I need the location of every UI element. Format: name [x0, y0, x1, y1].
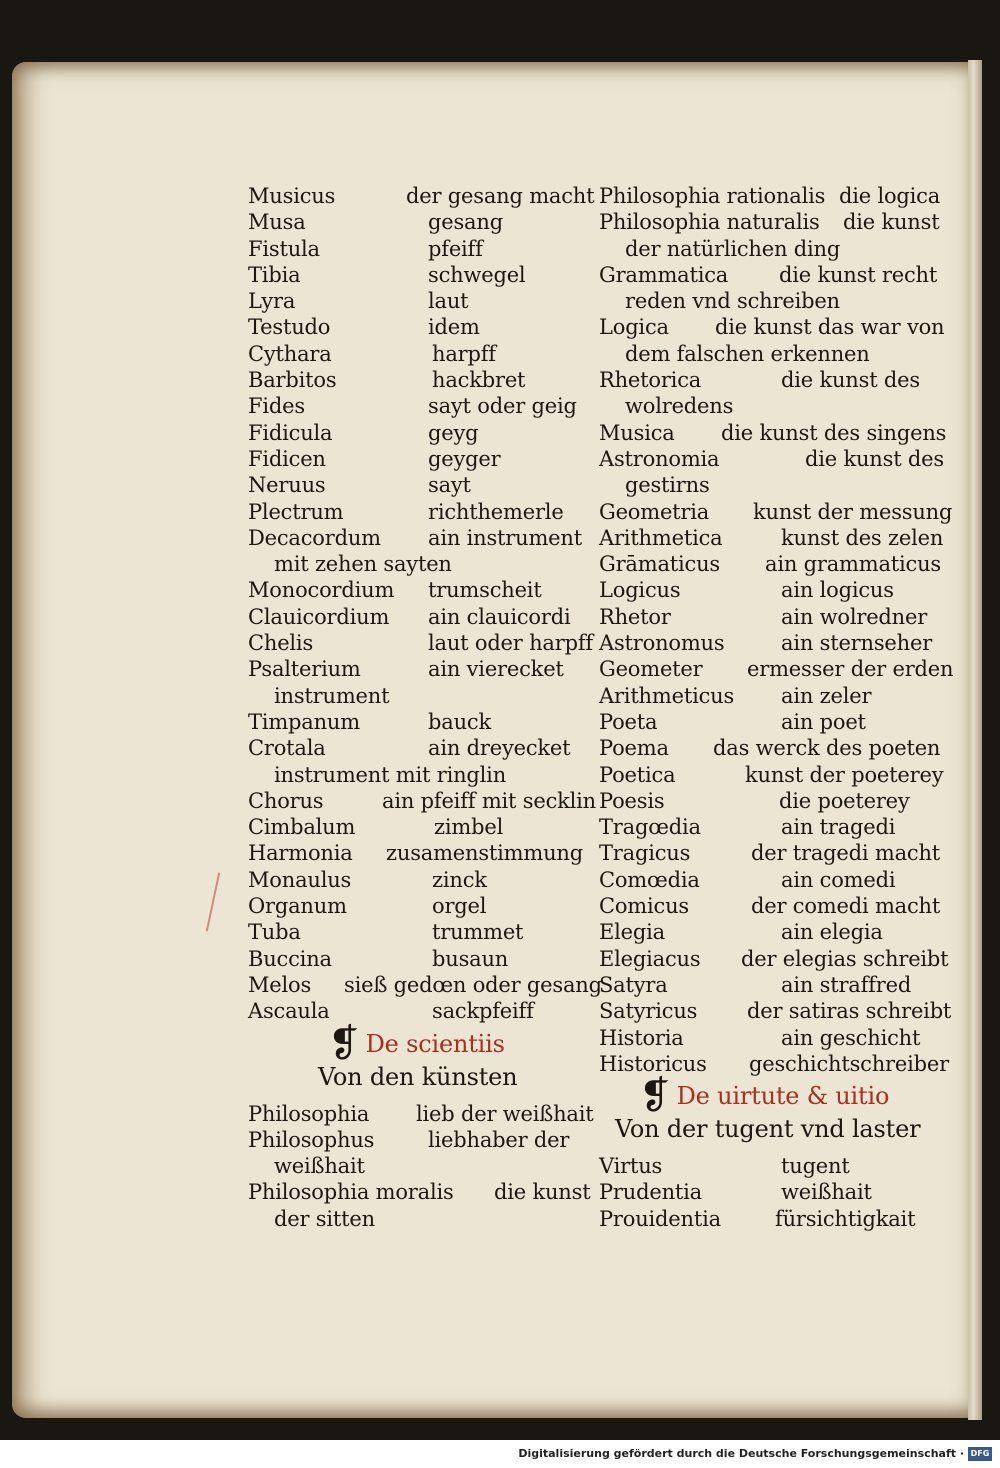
entry-row: [248, 998, 593, 1024]
continuation-line: weißhait: [274, 1154, 365, 1179]
latin-term: Monocordium: [248, 578, 395, 603]
german-translation: ain geschicht: [781, 1025, 921, 1050]
german-translation: ain zeler: [781, 683, 872, 708]
entry-row: [599, 683, 944, 709]
latin-term: Geometria: [599, 499, 710, 524]
german-translation: ain pfeiff mit secklin: [382, 788, 597, 813]
left-column: [248, 183, 602, 1232]
latin-term: Plectrum: [248, 499, 344, 524]
latin-term: Fidicen: [248, 446, 326, 471]
latin-term: Tragicus: [599, 841, 691, 866]
latin-term: Virtus: [599, 1154, 663, 1179]
latin-term: Timpanum: [248, 709, 360, 734]
right-column: [599, 183, 954, 1232]
latin-term: Logica: [599, 315, 669, 340]
continuation-line: instrument: [274, 683, 390, 708]
german-translation: kunst des zelen: [781, 525, 944, 550]
latin-term: Chorus: [248, 788, 324, 813]
entry-row: [248, 288, 593, 314]
continuation-line: instrument mit ringlin: [274, 762, 507, 787]
latin-term: Grāmaticus: [599, 552, 720, 577]
german-translation: orgel: [432, 894, 487, 919]
german-translation: trumscheit: [428, 578, 542, 603]
continuation-line: reden vnd schreiben: [625, 289, 840, 314]
german-translation: ermesser der erden: [747, 657, 954, 682]
latin-term: Prouidentia: [599, 1206, 721, 1231]
latin-term: Poesis: [599, 788, 665, 813]
latin-term: Harmonia: [248, 841, 353, 866]
german-translation: das werck des poeten: [713, 736, 941, 761]
entry-row: [248, 499, 593, 525]
latin-term: Musica: [599, 420, 675, 445]
entry-row: [599, 577, 944, 603]
german-translation: trummet: [432, 920, 524, 945]
entry-row: [248, 893, 593, 919]
entry-row: [248, 183, 593, 209]
entry-row: [599, 1153, 944, 1179]
entry-row: [248, 840, 593, 866]
latin-term: Musicus: [248, 184, 336, 208]
latin-term: Logicus: [599, 578, 681, 603]
entry-row: [599, 788, 944, 814]
german-translation: busaun: [432, 946, 509, 971]
entry-row: [248, 1127, 593, 1153]
german-translation: sayt oder geig: [428, 394, 577, 419]
entry-row: [248, 630, 593, 656]
latin-term: Tragœdia: [599, 815, 701, 840]
entry-row: [599, 840, 944, 866]
latin-term: Buccina: [248, 946, 332, 971]
entry-row: [599, 525, 944, 551]
german-translation: die logica: [839, 184, 941, 208]
latin-term: Ascaula: [248, 999, 330, 1024]
heading-german-text: Von den künsten: [318, 1062, 518, 1091]
entry-row: [248, 341, 593, 367]
german-translation: fürsichtigkait: [775, 1206, 916, 1231]
latin-term: Cythara: [248, 341, 332, 366]
latin-term: Chelis: [248, 631, 314, 656]
entry-row: [599, 972, 944, 998]
latin-term: Poeta: [599, 709, 658, 734]
entry-row: [248, 1179, 593, 1205]
entry-row: [248, 209, 593, 235]
entry-row: [248, 814, 593, 840]
german-translation: lieb der weißhait: [416, 1101, 594, 1126]
latin-term: Fidicula: [248, 420, 333, 445]
latin-term: Clauicordium: [248, 604, 390, 629]
latin-term: Philosophia moralis: [248, 1180, 454, 1205]
entry-row: [599, 893, 944, 919]
continuation-line: wolredens: [625, 394, 734, 419]
entry-row: [599, 709, 944, 735]
latin-term: Philosophus: [248, 1127, 375, 1152]
entry-row: [248, 735, 593, 761]
entry-row: [599, 630, 944, 656]
latin-term: Fides: [248, 394, 305, 419]
latin-term: Comœdia: [599, 867, 700, 892]
dfg-logo: DFG: [968, 1447, 992, 1461]
entry-row: [599, 604, 944, 630]
latin-term: Geometer: [599, 657, 703, 682]
german-translation: die kunst des: [781, 368, 920, 393]
entry-row: [248, 577, 593, 603]
heading-latin-text: De scientiis: [365, 1029, 505, 1058]
german-translation: geyg: [428, 420, 479, 445]
german-translation: ain wolredner: [781, 604, 928, 629]
german-translation: ain poet: [781, 709, 866, 734]
paragraph-mark-icon: ❡: [639, 1073, 671, 1118]
entry-row: [599, 499, 953, 525]
german-translation: geschichtschreiber: [749, 1051, 949, 1076]
entry-row: [599, 367, 944, 393]
footer-bar: [0, 1440, 1000, 1468]
entry-row: [248, 972, 602, 998]
entry-row: [599, 1206, 944, 1232]
latin-term: Rhetorica: [599, 368, 702, 393]
latin-term: Astronomia: [599, 446, 720, 471]
latin-term: Poetica: [599, 762, 676, 787]
german-translation: die kunst: [494, 1180, 591, 1205]
latin-term: Philosophia: [248, 1101, 370, 1126]
german-translation: der elegias schreibt: [741, 946, 949, 971]
german-translation: zimbel: [434, 815, 504, 840]
german-translation: ain logicus: [781, 578, 894, 603]
german-translation: die kunst recht: [779, 262, 938, 287]
entry-row: [599, 446, 944, 472]
entry-row: [599, 262, 944, 288]
german-translation: ain clauicordi: [428, 604, 571, 629]
german-translation: die kunst das war von: [715, 315, 945, 340]
german-translation: bauck: [428, 709, 491, 734]
german-translation: zusamenstimmung: [386, 841, 584, 866]
german-translation: ain instrument: [428, 525, 582, 550]
entry-row: [248, 788, 597, 814]
german-translation: sayt: [428, 473, 471, 498]
latin-term: Astronomus: [599, 631, 725, 656]
german-translation: schwegel: [428, 262, 526, 287]
latin-term: Elegiacus: [599, 946, 701, 971]
german-translation: die kunst des: [805, 446, 944, 471]
german-translation: der tragedi macht: [751, 841, 941, 866]
german-translation: der satiras schreibt: [747, 999, 952, 1024]
entry-row: [599, 762, 944, 788]
latin-term: Satyricus: [599, 999, 698, 1024]
german-translation: die kunst: [843, 210, 940, 235]
german-translation: ain elegia: [781, 920, 883, 945]
entry-row: [599, 1025, 944, 1051]
latin-term: Grammatica: [599, 262, 729, 287]
continuation-line: der natürlichen ding: [625, 236, 841, 261]
entry-row: [599, 946, 949, 972]
entry-row: [248, 314, 593, 340]
german-translation: richthemerle: [428, 499, 564, 524]
latin-term: Cimbalum: [248, 815, 356, 840]
german-translation: gesang: [428, 210, 503, 235]
german-translation: der comedi macht: [751, 894, 941, 919]
entry-row: [248, 472, 593, 498]
german-translation: sackpfeiff: [432, 999, 534, 1024]
german-translation: ain tragedi: [781, 815, 896, 840]
section-heading-latin: [599, 1073, 944, 1118]
paragraph-mark-icon: ❡: [328, 1020, 360, 1065]
german-translation: ain grammaticus: [765, 552, 942, 577]
latin-term: Crotala: [248, 736, 326, 761]
german-translation: die poeterey: [779, 788, 910, 813]
latin-term: Monaulus: [248, 867, 352, 892]
heading-latin-text: De uirtute & uitio: [676, 1082, 890, 1111]
german-translation: kunst der poeterey: [745, 762, 944, 787]
section-heading-german: [599, 1113, 944, 1153]
german-translation: hackbret: [432, 368, 526, 393]
german-translation: pfeiff: [428, 236, 483, 261]
entry-row: [248, 604, 593, 630]
latin-term: Tibia: [248, 262, 301, 287]
entry-row: [599, 919, 944, 945]
latin-term: Rhetor: [599, 604, 671, 629]
continuation-line: der sitten: [274, 1206, 375, 1231]
entry-row: [248, 262, 593, 288]
latin-term: Decacordum: [248, 525, 381, 550]
latin-term: Philosophia naturalis: [599, 210, 820, 235]
latin-term: Testudo: [248, 315, 331, 340]
entry-row: [248, 367, 593, 393]
german-translation: ain comedi: [781, 867, 896, 892]
continuation-line: gestirns: [625, 473, 710, 498]
entry-row: [248, 656, 593, 682]
latin-term: Philosophia rationalis: [599, 184, 826, 208]
latin-term: Comicus: [599, 894, 690, 919]
entry-row: [248, 709, 593, 735]
entry-row: [599, 867, 944, 893]
german-translation: harpff: [432, 341, 496, 366]
german-translation: die kunst des singens: [721, 420, 947, 445]
latin-term: Fistula: [248, 236, 320, 261]
entry-row: [599, 420, 947, 446]
continuation-line: dem falschen erkennen: [625, 341, 870, 366]
german-translation: kunst der messung: [753, 499, 953, 524]
entry-row: [248, 446, 593, 472]
latin-term: Arithmetica: [599, 525, 723, 550]
german-translation: der gesang macht: [406, 184, 595, 208]
entry-row: [248, 236, 593, 262]
latin-term: Musa: [248, 210, 306, 235]
latin-term: Organum: [248, 894, 347, 919]
entry-row: [599, 656, 954, 682]
latin-term: Tuba: [248, 920, 301, 945]
entry-row: [248, 525, 593, 551]
entry-row: [599, 998, 952, 1024]
german-translation: ain sternseher: [781, 631, 933, 656]
german-translation: ain straffred: [781, 972, 912, 997]
latin-term: Poema: [599, 736, 669, 761]
latin-term: Historicus: [599, 1051, 707, 1076]
page-edge: [968, 60, 982, 1420]
section-heading-latin: [248, 1020, 593, 1065]
german-translation: geyger: [428, 446, 501, 471]
german-translation: idem: [428, 315, 480, 340]
latin-term: Prudentia: [599, 1180, 702, 1205]
german-translation: weißhait: [781, 1180, 872, 1205]
german-translation: ain vierecket: [428, 657, 564, 682]
entry-row: [248, 919, 593, 945]
heading-german-text: Von der tugent vnd laster: [615, 1115, 921, 1144]
latin-term: Historia: [599, 1025, 684, 1050]
german-translation: ain dreyecket: [428, 736, 571, 761]
german-translation: sieß gedœn oder gesang: [344, 972, 602, 997]
german-translation: liebhaber der: [428, 1127, 570, 1152]
entry-row: [248, 393, 593, 419]
entry-row: [599, 1179, 944, 1205]
entry-row: [599, 814, 944, 840]
continuation-line: mit zehen sayten: [274, 552, 452, 577]
german-translation: laut oder harpff: [428, 631, 593, 656]
section-heading-german: [248, 1061, 593, 1101]
entry-row: [248, 420, 593, 446]
entry-row: [599, 735, 944, 761]
latin-term: Melos: [248, 972, 312, 997]
latin-term: Barbitos: [248, 368, 337, 393]
latin-term: Lyra: [248, 289, 296, 314]
latin-term: Neruus: [248, 473, 326, 498]
entry-row: [599, 314, 944, 340]
german-translation: tugent: [781, 1154, 850, 1179]
german-translation: laut: [428, 289, 469, 314]
entry-row: [599, 209, 944, 235]
entry-row: [248, 867, 593, 893]
entry-row: [599, 183, 944, 209]
entry-row: [248, 946, 593, 972]
latin-term: Psalterium: [248, 657, 361, 682]
latin-term: Elegia: [599, 920, 665, 945]
entry-row: [599, 551, 944, 577]
latin-term: Arithmeticus: [599, 683, 735, 708]
latin-term: Satyra: [599, 972, 668, 997]
german-translation: zinck: [432, 867, 487, 892]
entry-row: [248, 1101, 593, 1127]
funding-credit: Digitalisierung gefördert durch die Deutsche Forschungsgemeinschaft ·: [518, 1447, 964, 1460]
